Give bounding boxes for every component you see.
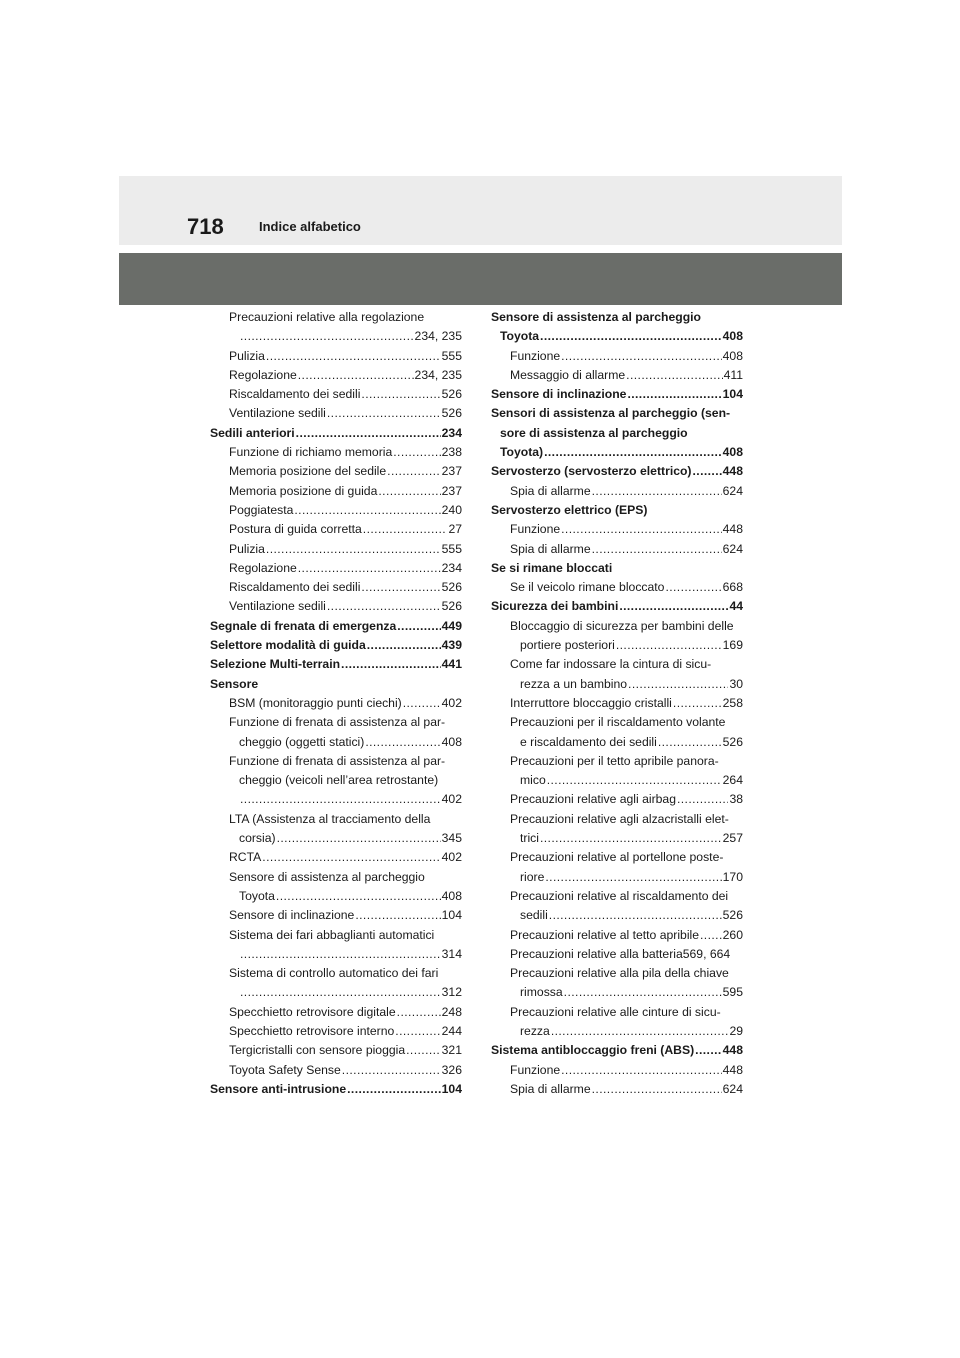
index-entry <box>491 1080 743 1099</box>
index-entry-page: 264 <box>722 773 743 788</box>
dot-leader <box>365 733 440 752</box>
dot-leader <box>628 675 728 694</box>
dot-leader <box>240 790 441 809</box>
index-entry <box>210 347 462 366</box>
index-entry-text: Precauzioni relative alla regolazione <box>229 310 425 324</box>
index-entry-page: 104 <box>722 387 743 402</box>
index-entry-page: 104 <box>441 1081 462 1096</box>
index-entry-text: Precauzioni relative al tetto apribile <box>510 927 700 942</box>
index-entry-page: 234 <box>441 560 462 575</box>
index-entry <box>491 887 743 906</box>
index-entry-page: 555 <box>441 541 462 556</box>
index-entry <box>491 559 743 578</box>
index-entry-text: Precauzioni per il tetto apribile panora- <box>510 753 719 768</box>
dot-leader <box>395 1022 440 1041</box>
index-entry-text: Se il veicolo rimane bloccato <box>510 580 665 595</box>
index-entry-page: 238 <box>441 445 462 460</box>
index-entry <box>210 829 462 848</box>
dot-leader <box>240 983 441 1002</box>
index-entry <box>210 713 462 732</box>
index-entry-text: Precauzioni relative agli alzacristalli elet- <box>510 811 729 826</box>
index-entry <box>491 540 743 559</box>
index-entry-text: mico <box>520 773 546 788</box>
index-entry-page: 260 <box>722 927 743 942</box>
index-entry-text: Spia di allarme <box>510 483 591 498</box>
dot-leader <box>397 617 440 636</box>
index-entry <box>491 983 743 1002</box>
index-entry <box>491 385 743 404</box>
index-entry-text: Precauzioni relative alla pila della chiave <box>510 966 729 981</box>
index-entry-text: Precauzioni relative agli airbag <box>510 792 676 807</box>
index-entry <box>491 675 743 694</box>
dot-leader <box>266 347 441 366</box>
index-entry-text: Precauzioni relative al portellone poste- <box>510 850 724 865</box>
dot-leader <box>240 945 441 964</box>
index-entry-page: 448 <box>722 1043 743 1058</box>
dot-leader <box>397 1003 441 1022</box>
index-entry-text: Precauzioni relative alle cinture di sicu- <box>510 1004 721 1019</box>
dot-leader <box>540 829 722 848</box>
dot-leader <box>549 906 722 925</box>
dot-leader <box>561 520 722 539</box>
index-entry-text: Funzione <box>510 522 561 537</box>
index-entry-text: portiere posteriori <box>520 638 615 653</box>
dot-leader <box>363 520 448 539</box>
index-entry-page: 44 <box>729 599 743 614</box>
index-entry <box>210 404 462 423</box>
index-entry <box>210 771 462 790</box>
dot-leader <box>378 482 440 501</box>
index-entry <box>210 424 462 443</box>
index-entry-text: Regolazione <box>229 367 297 382</box>
index-entry-page: 408 <box>722 445 743 460</box>
index-entry <box>210 501 462 520</box>
index-entry <box>491 443 743 462</box>
index-entry <box>491 578 743 597</box>
index-entry-page: 624 <box>722 1081 743 1096</box>
index-entry <box>491 347 743 366</box>
header-divider-bar <box>119 253 842 305</box>
index-entry-text: Sensore di assistenza al parcheggio <box>491 310 701 324</box>
index-entry-text: Sensore <box>210 676 259 691</box>
index-entry-text: Come far indossare la cintura di sicu- <box>510 657 712 672</box>
index-entry <box>210 327 462 346</box>
dot-leader <box>393 443 440 462</box>
index-entry <box>491 1022 743 1041</box>
index-entry <box>210 694 462 713</box>
index-entry-text: Sicurezza dei bambini <box>491 599 619 614</box>
index-entry <box>491 926 743 945</box>
index-entry-page: 411 <box>723 367 743 382</box>
index-entry <box>491 501 743 520</box>
index-entry-text: Bloccaggio di sicurezza per bambini delle <box>510 618 734 633</box>
index-entry-text: Messaggio di allarme <box>510 367 626 382</box>
index-entry-page: 526 <box>441 599 462 614</box>
index-entry-page: 240 <box>441 502 462 517</box>
index-entry-text: Sensore di inclinazione <box>229 908 355 923</box>
index-entry-page: 27 <box>448 522 462 537</box>
index-entry-page: 326 <box>441 1062 462 1077</box>
index-entry-page: 595 <box>722 985 743 1000</box>
section-title: Indice alfabetico <box>259 219 361 234</box>
index-entry-text: riore <box>520 869 545 884</box>
index-entry-text: cheggio (oggetti statici) <box>239 734 365 749</box>
index-entry <box>491 404 743 423</box>
index-entry-text: Servosterzo elettrico (EPS) <box>491 502 648 517</box>
dot-leader <box>592 482 722 501</box>
index-entry <box>491 945 743 964</box>
index-entry-text: Funzione di richiamo memoria <box>229 445 393 460</box>
index-entry <box>491 597 743 616</box>
index-entry-page: 169 <box>722 638 743 653</box>
index-entry-page: 449 <box>441 618 462 633</box>
index-entry-page: 237 <box>441 483 462 498</box>
dot-leader <box>616 636 722 655</box>
dot-leader <box>240 327 414 346</box>
index-entry-text: Spia di allarme <box>510 541 591 556</box>
index-entry-text: Toyota <box>500 329 540 344</box>
index-entry-text: BSM (monitoraggio punti ciechi) <box>229 695 402 710</box>
index-entry-page: 526 <box>722 908 743 923</box>
dot-leader <box>296 424 441 443</box>
index-entry <box>210 597 462 616</box>
index-entry-text: Ventilazione sedili <box>229 406 326 421</box>
index-entry-text: Memoria posizione del sedile <box>229 464 387 479</box>
index-entry <box>210 790 462 809</box>
index-entry <box>210 366 462 385</box>
index-entry <box>210 385 462 404</box>
index-entry-text: Sistema di controllo automatico dei fari <box>229 966 439 981</box>
index-entry <box>491 906 743 925</box>
index-entry-text: Sensore anti-intrusione <box>210 1081 347 1096</box>
dot-leader <box>361 385 440 404</box>
index-entry-page: 321 <box>441 1043 462 1058</box>
dot-leader <box>406 1041 441 1060</box>
index-entry <box>491 308 743 327</box>
index-entry-page: 234, 235 <box>414 329 462 344</box>
index-entry-page: 448 <box>722 1062 743 1077</box>
index-entry-text: sore di assistenza al parcheggio <box>500 425 688 440</box>
dot-leader <box>361 578 440 597</box>
dot-leader <box>387 462 440 481</box>
index-entry <box>210 540 462 559</box>
index-entry <box>491 848 743 867</box>
index-entry-text: cheggio (veicoli nell’area retrostante) <box>239 773 439 788</box>
index-entry <box>210 810 462 829</box>
dot-leader <box>547 771 722 790</box>
index-entry-page: 408 <box>722 348 743 363</box>
index-entry-text: Sensore di inclinazione <box>491 387 627 402</box>
index-entry <box>210 848 462 867</box>
index-entry-page: 402 <box>441 850 462 865</box>
index-entry-text: Funzione di frenata di assistenza al par- <box>229 715 446 730</box>
index-entry-text: RCTA <box>229 850 262 865</box>
index-entry-text: Precauzioni relative al riscaldamento dei <box>510 888 729 903</box>
index-entry-text: Riscaldamento dei sedili <box>229 580 361 595</box>
dot-leader <box>677 790 728 809</box>
index-entry-text: Pulizia <box>229 541 265 556</box>
dot-leader <box>540 327 722 346</box>
index-entry <box>210 520 462 539</box>
index-entry-text: Segnale di frenata di emergenza <box>210 618 397 633</box>
index-entry <box>491 868 743 887</box>
index-entry <box>491 771 743 790</box>
index-entry-page: 314 <box>441 946 462 961</box>
dot-leader <box>341 655 441 674</box>
index-entry-page: 408 <box>722 329 743 344</box>
dot-leader <box>551 1022 729 1041</box>
index-entry-text: e riscaldamento dei sedili <box>520 734 657 749</box>
index-entry-page: 312 <box>441 985 462 1000</box>
index-entry-page: 258 <box>722 695 743 710</box>
dot-leader <box>367 636 441 655</box>
index-entry-page: 345 <box>441 831 462 846</box>
index-entry-text: Postura di guida corretta <box>229 522 362 537</box>
index-entry-page: 408 <box>441 734 462 749</box>
index-entry-text: Sistema dei fari abbaglianti automatici <box>229 927 435 942</box>
index-entry-text: Selezione Multi-terrain <box>210 657 341 672</box>
index-entry-page: 29 <box>729 1023 743 1038</box>
index-entry-page: 448 <box>722 522 743 537</box>
dot-leader <box>592 540 722 559</box>
index-entry <box>491 964 743 983</box>
index-entry <box>210 655 462 674</box>
index-entry <box>491 1041 743 1060</box>
index-entry-text: Poggiatesta <box>229 502 294 517</box>
index-entry-page: 234, 235 <box>414 367 462 382</box>
index-entry-page: 257 <box>722 831 743 846</box>
index-entry <box>210 462 462 481</box>
index-entry-page: 526 <box>441 580 462 595</box>
dot-leader <box>403 694 441 713</box>
index-entry-page: 555 <box>441 348 462 363</box>
dot-leader <box>658 733 722 752</box>
index-entry-text: Interruttore bloccaggio cristalli <box>510 695 672 710</box>
index-entry-page: 668 <box>722 580 743 595</box>
index-entry <box>210 559 462 578</box>
index-entry <box>210 887 462 906</box>
index-entry-text: corsia) <box>239 831 276 846</box>
dot-leader <box>700 926 722 945</box>
index-entry-page: 448 <box>722 464 743 479</box>
dot-leader <box>277 829 441 848</box>
index-entry <box>491 462 743 481</box>
index-entry-text: Memoria posizione di guida <box>229 483 378 498</box>
index-entry-text: LTA (Assistenza al tracciamento della <box>229 811 431 826</box>
index-entry <box>491 520 743 539</box>
index-entry-text: Toyota) <box>500 445 544 460</box>
index-entry <box>210 983 462 1002</box>
dot-leader <box>327 597 441 616</box>
dot-leader <box>294 501 440 520</box>
index-entry <box>491 713 743 732</box>
index-entry-page: 237 <box>441 464 462 479</box>
index-entry-text: Pulizia <box>229 348 265 363</box>
index-entry-text: Ventilazione sedili <box>229 599 326 614</box>
index-entry-page: 104 <box>441 908 462 923</box>
index-entry <box>210 1022 462 1041</box>
dot-leader <box>276 887 441 906</box>
index-entry <box>210 964 462 983</box>
index-entry-text: Riscaldamento dei sedili <box>229 387 361 402</box>
index-entry <box>491 655 743 674</box>
index-entry-text: trici <box>520 831 539 846</box>
index-entry <box>210 636 462 655</box>
index-entry <box>491 424 743 443</box>
index-entry-text: Funzione <box>510 348 561 363</box>
dot-leader <box>342 1061 441 1080</box>
index-entry <box>210 443 462 462</box>
dot-leader <box>561 347 722 366</box>
index-entry <box>491 327 743 346</box>
index-entry-page: 526 <box>441 387 462 402</box>
dot-leader <box>665 578 721 597</box>
index-entry-page: 30 <box>729 676 743 691</box>
index-entry <box>210 926 462 945</box>
page-number: 718 <box>187 214 224 239</box>
index-entry <box>491 810 743 829</box>
index-entry <box>491 1003 743 1022</box>
index-entry <box>491 366 743 385</box>
index-entry-page: 526 <box>441 406 462 421</box>
index-entry <box>491 694 743 713</box>
dot-leader <box>592 1080 722 1099</box>
dot-leader <box>355 906 440 925</box>
index-entry-text: Sistema antibloccaggio freni (ABS) <box>491 1043 695 1058</box>
index-entry-page: 402 <box>441 695 462 710</box>
index-entry <box>210 1041 462 1060</box>
index-entry <box>210 733 462 752</box>
dot-leader <box>619 597 728 616</box>
index-entry-text: Funzione <box>510 1062 561 1077</box>
index-column-left <box>210 308 462 1099</box>
index-entry-text: Funzione di frenata di assistenza al par- <box>229 753 446 768</box>
index-entry-text: Sedili anteriori <box>210 425 295 440</box>
index-entry-page: 439 <box>441 638 462 653</box>
index-entry-page: 624 <box>722 483 743 498</box>
dot-leader <box>544 443 722 462</box>
dot-leader <box>626 366 722 385</box>
index-entry <box>210 482 462 501</box>
dot-leader <box>262 848 440 867</box>
dot-leader <box>695 1041 721 1060</box>
index-entry-page: 234 <box>441 425 462 440</box>
index-entry-page: 408 <box>441 888 462 903</box>
dot-leader <box>327 404 441 423</box>
dot-leader <box>673 694 722 713</box>
index-entry-page: 248 <box>441 1004 462 1019</box>
index-entry-page: 624 <box>722 541 743 556</box>
index-entry-page: 526 <box>722 734 743 749</box>
index-entry <box>210 1003 462 1022</box>
index-entry <box>210 1061 462 1080</box>
index-entry-page: 402 <box>441 792 462 807</box>
index-column-right <box>491 308 743 1099</box>
index-entry <box>210 1080 462 1099</box>
dot-leader <box>545 868 721 887</box>
index-entry <box>210 675 462 694</box>
index-entry-text: Toyota <box>239 888 275 903</box>
index-entry-text: rimossa <box>520 985 563 1000</box>
index-entry-text: Precauzioni relative alla batteria569, 664 <box>510 946 731 961</box>
index-entry <box>210 308 462 327</box>
index-entry <box>210 868 462 887</box>
index-entry-text: Sensore di assistenza al parcheggio <box>229 869 425 884</box>
dot-leader <box>347 1080 441 1099</box>
index-entry-text: Regolazione <box>229 560 297 575</box>
index-entry <box>491 733 743 752</box>
index-entry-page: 244 <box>441 1023 462 1038</box>
index-entry <box>491 752 743 771</box>
index-entry <box>210 617 462 636</box>
index-entry <box>491 636 743 655</box>
index-entry-text: Se si rimane bloccati <box>491 560 613 575</box>
index-entry-text: Toyota Safety Sense <box>229 1062 341 1077</box>
index-entry-text: Specchietto retrovisore digitale <box>229 1004 396 1019</box>
index-entry-text: Servosterzo (servosterzo elettrico) <box>491 464 692 479</box>
index-entry <box>491 482 743 501</box>
dot-leader <box>298 366 414 385</box>
index-entry-text: rezza <box>520 1023 550 1038</box>
index-entry <box>210 945 462 964</box>
index-entry-text: Selettore modalità di guida <box>210 638 366 653</box>
index-entry-text: Precauzioni per il riscaldamento volante <box>510 715 726 730</box>
index-entry <box>210 578 462 597</box>
header-band <box>119 176 842 245</box>
dot-leader <box>564 983 722 1002</box>
index-entry-page: 441 <box>441 657 462 672</box>
index-entry-text: Spia di allarme <box>510 1081 591 1096</box>
index-entry <box>491 1061 743 1080</box>
index-entry-page: 170 <box>722 869 743 884</box>
index-entry <box>491 790 743 809</box>
index-entry-text: Specchietto retrovisore interno <box>229 1023 395 1038</box>
index-entry <box>491 829 743 848</box>
dot-leader <box>627 385 721 404</box>
dot-leader <box>561 1061 722 1080</box>
index-entry-text: sedili <box>520 908 548 923</box>
index-entry-page: 38 <box>729 792 743 807</box>
index-entry-text: Sensori di assistenza al parcheggio (sen- <box>491 406 731 421</box>
index-entry <box>491 617 743 636</box>
index-entry-text: Tergicristalli con sensore pioggia <box>229 1043 406 1058</box>
index-entry <box>210 752 462 771</box>
dot-leader <box>298 559 441 578</box>
index-entry-text: rezza a un bambino <box>520 676 628 691</box>
dot-leader <box>693 462 722 481</box>
index-entry <box>210 906 462 925</box>
dot-leader <box>266 540 441 559</box>
